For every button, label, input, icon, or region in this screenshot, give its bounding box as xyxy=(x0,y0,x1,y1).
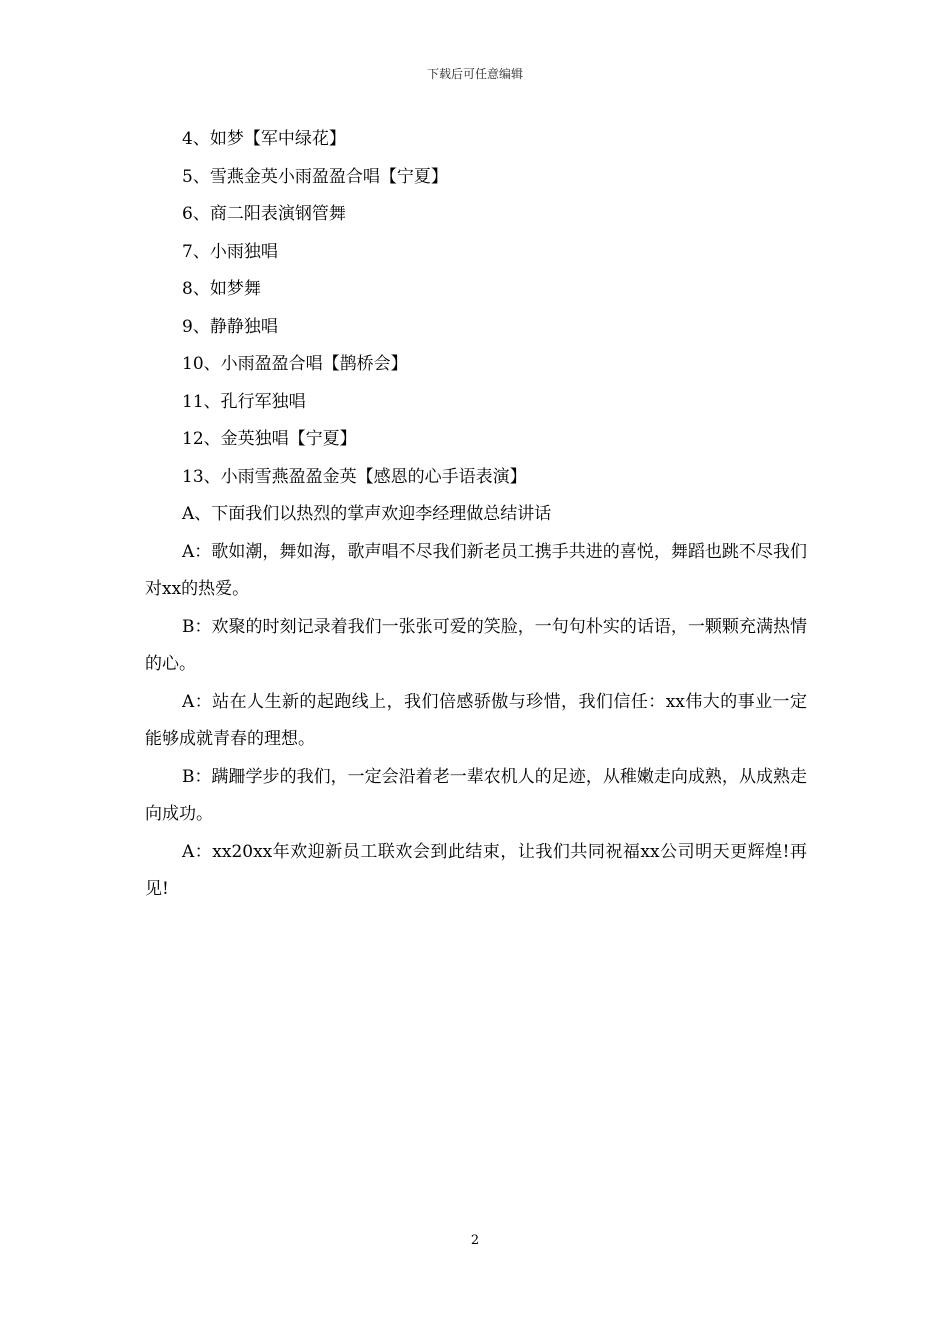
document-body xyxy=(145,121,807,909)
page-number: 2 xyxy=(470,1233,480,1248)
paragraph-b-1: B：欢聚的时刻记录着我们一张张可爱的笑脸，一句句朴实的话语，一颗颗充满热情的心。 xyxy=(145,616,807,674)
program-item-8: 8、如梦舞 xyxy=(182,279,261,299)
closing-speech-intro: A、下面我们以热烈的掌声欢迎李经理做总结讲话 xyxy=(182,504,552,524)
program-item-4: 4、如梦【军中绿花】 xyxy=(182,129,346,149)
paragraph-a-3: A：xx20xx年欢迎新员工联欢会到此结束，让我们共同祝福xx公司明天更辉煌!再见! xyxy=(145,841,807,899)
program-item-9: 9、静静独唱 xyxy=(182,316,278,337)
program-item-13: 13、小雨雪燕盈盈金英【感恩的心手语表演】 xyxy=(182,466,527,487)
page-header: 下载后可任意编辑 xyxy=(426,67,523,81)
paragraph-b-2: B：蹒跚学步的我们，一定会沿着老一辈农机人的足迹，从稚嫩走向成熟，从成熟走向成功。 xyxy=(145,766,807,824)
paragraph-a-2: A：站在人生新的起跑线上，我们倍感骄傲与珍惜，我们信任：xx伟大的事业一定能够成就青春的理想。 xyxy=(145,691,807,749)
program-item-6: 6、商二阳表演钢管舞 xyxy=(182,204,346,224)
paragraph-a-1: A：歌如潮，舞如海，歌声唱不尽我们新老员工携手共进的喜悦，舞蹈也跳不尽我们对xx的热爱。 xyxy=(145,541,807,599)
program-item-11: 11、孔行军独唱 xyxy=(182,391,306,412)
program-item-10: 10、小雨盈盈合唱【鹊桥会】 xyxy=(182,354,408,374)
program-item-7: 7、小雨独唱 xyxy=(182,241,278,262)
program-item-5: 5、雪燕金英小雨盈盈合唱【宁夏】 xyxy=(182,166,448,187)
program-item-12: 12、金英独唱【宁夏】 xyxy=(182,429,357,449)
